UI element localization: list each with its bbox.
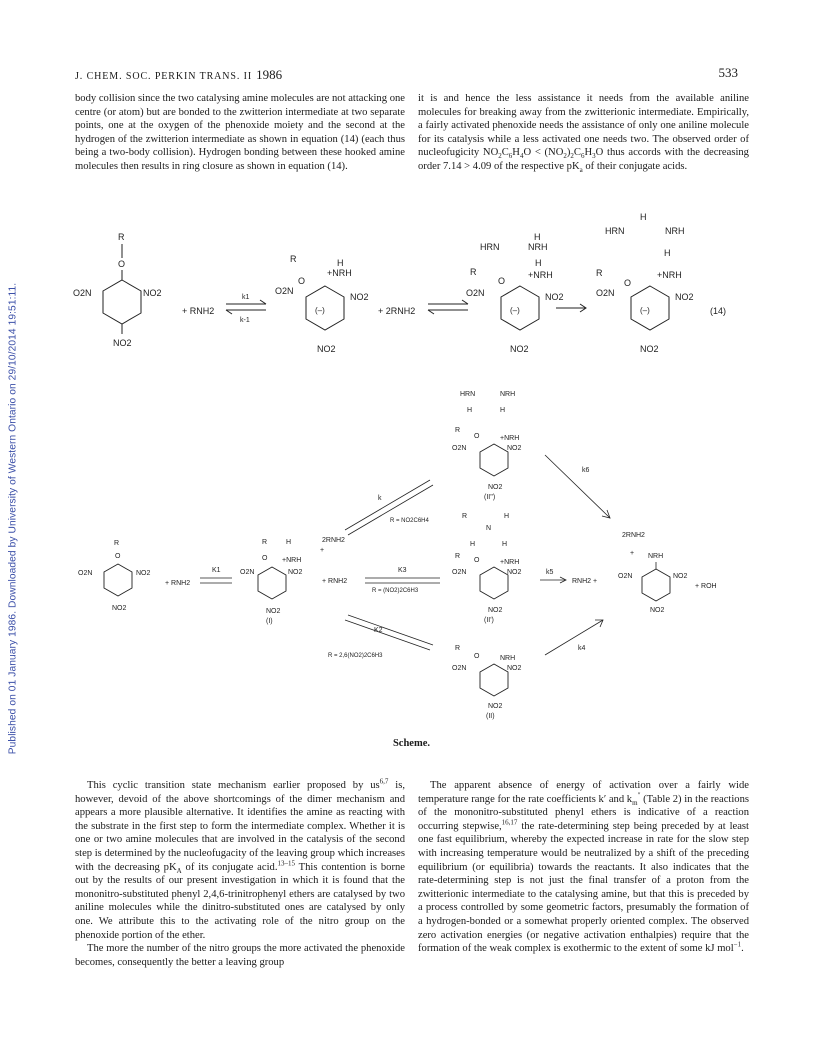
journal-name: J. CHEM. SOC. PERKIN TRANS. II — [75, 71, 253, 82]
label-h: H — [467, 407, 473, 414]
label-o: O — [474, 653, 480, 660]
paragraph: The apparent absence of energy of activation over a fairly wide temperature range for the rate coefficients k′ and $k_m''$ (Table 2) in the reactions of the mononitro-substituted phenyl ethers is indicative of a reaction occurring stepwise,$^{16,17}$ the rate-determining step being preceded by at least one fast equilibrium, whereby the expected increase in rate for the slow step with increasing temperature would be neutralized by a shift of the preceding equilibrium (or equilibria) towards the reactants. It also indicates that the rate-determining step is not just the final transfer of a proton from the zwitterionic intermediate to the catalysing amine, but that this is preceded by a process controlled by some geometric factors, presumably the formation of a hydrogen-bonded or a somewhat properly oriented complex. The observed zero activation energies (or negative activation enthalpies) require that the formation of the weak complex is exothermic to the extent of some kJ mol$^{-1}$. — [418, 780, 749, 955]
text-run: . — [741, 943, 744, 955]
label-r: R — [118, 232, 125, 242]
label-no2: NO2 — [507, 665, 522, 672]
label-plus: + — [630, 550, 635, 557]
label-no2: NO2 — [112, 605, 127, 612]
text-run: is, however, devoid of the above shortcomings of the dimer mechanism and appears a more plausible alternative. It identifies the amine as reacting with the substrate in the first step to form the intermediate complex. Whether it is one or two amine molecules that are involved in the catalysis of the second step is determined by the nucleofugacity of the leaving group which increases with the decreasing pK — [75, 780, 405, 873]
label-r: R — [596, 268, 603, 278]
label-nrh: NRH — [648, 553, 664, 560]
svg-text:(–): (–) — [315, 306, 325, 315]
label-no2: NO2 — [350, 292, 369, 302]
label-nrh: +NRH — [327, 268, 352, 278]
text-run: the rate-determining step being preceded by at least one fast equilibrium, whereby the expected increase in rate for the slow step with increasing temperature would be neutralized by a shift of the preceding equilibrium (or equilibria) towards the reactants. It also indicates that the rate-determining step is not just the final transfer of a proton from the zwitterionic intermediate to the catalysing amine, but that this is preceded by a process controlled by some geometric factors, presumably the formation of a hydrogen-bonded or a somewhat properly oriented complex. The observed zero activation energies (or negative activation enthalpies) require that the formation of the weak complex is exothermic to the extent of some kJ mol — [418, 820, 749, 955]
label-k2: K2 — [374, 627, 383, 634]
label-r: R — [114, 540, 120, 547]
label-nrh: +NRH — [528, 270, 553, 280]
svg-text:(–): (–) — [640, 306, 650, 315]
bottom-left-column — [75, 779, 405, 969]
label-compound-ii1: (II') — [484, 617, 494, 624]
label-hrn: HRN — [480, 242, 500, 252]
label-reagent: + 2RNH2 — [378, 306, 416, 316]
label-o: O — [498, 276, 506, 286]
label-nrh: NRH — [500, 655, 516, 662]
label-h: H — [504, 513, 510, 520]
label-reagent: 2RNH2 — [622, 532, 645, 539]
label-o2n: O2N — [78, 570, 93, 577]
text-run: This cyclic transition state mechanism earlier proposed by us — [87, 780, 380, 791]
label-nrh: +NRH — [657, 270, 682, 280]
label-compound-ii2: (II'') — [484, 494, 496, 501]
label-o2n: O2N — [466, 288, 485, 298]
label-h: H — [535, 258, 542, 268]
page-number: 533 — [718, 65, 738, 80]
top-left-column — [75, 92, 405, 174]
label-k4: k4 — [578, 645, 586, 652]
label-r: R — [290, 254, 297, 264]
label-nrh: NRH — [528, 242, 548, 252]
label-o2n: O2N — [452, 569, 467, 576]
label-o: O — [298, 276, 306, 286]
label-k1: K1 — [212, 567, 221, 574]
label-h: H — [470, 541, 476, 548]
label-no2: NO2 — [288, 569, 303, 576]
label-nrh: +NRH — [282, 557, 302, 564]
label-r: R — [455, 427, 461, 434]
text-run: it is and hence the less assistance it needs from the available aniline molecules for breaking away from the zwitterionic intermediate. Empirically, a fairly activated phenoxide needs the assistance of only one aniline molecule for its catalysis while a less activated one needs two. The observed order of nucleofugicity NO — [418, 93, 749, 159]
reaction-scheme — [78, 391, 717, 720]
label-reagent: + RNH2 — [165, 580, 191, 587]
text-run: thus accords with the decreasing order 7.14 > 4.09 of the respective pK — [418, 147, 749, 172]
label-plus: + — [320, 547, 325, 554]
label-k3: K3 — [398, 567, 407, 574]
label-o2n: O2N — [275, 286, 294, 296]
label-r: R — [262, 539, 268, 546]
label-k: k — [378, 495, 382, 502]
label-o2n: O2N — [596, 288, 615, 298]
label-no2: NO2 — [673, 573, 688, 580]
label-product: + ROH — [695, 583, 717, 590]
label-no2: NO2 — [650, 607, 665, 614]
text-run: of their conjugate acids. — [582, 160, 688, 172]
paragraph: body collision since the two catalysing amine molecules are not attacking one centre (or atom) but are bonded to the zwitterion intermediate at two separate points, one at the oxygen of the phenoxide moiety and the second at the hydrogen of the zwitterion intermediate as shown in equation (14) (each thus being a two-body collision). Hydrogen bonding between these hooked amine molecules then results in ring closure as shown in equation (14). — [75, 93, 405, 172]
label-reagent: RNH2 + — [572, 578, 598, 585]
label-compound-i: (I) — [266, 618, 273, 625]
label-hrn: HRN — [460, 391, 476, 398]
label-no2: NO2 — [510, 344, 529, 354]
label-no2: NO2 — [507, 569, 522, 576]
label-r: R — [455, 645, 461, 652]
label-reagent: + RNH2 — [182, 306, 215, 316]
label-nrh: +NRH — [500, 435, 520, 442]
label-no2: NO2 — [488, 703, 503, 710]
label-no2: NO2 — [640, 344, 659, 354]
label-r: R — [455, 553, 461, 560]
paragraph: This cyclic transition state mechanism earlier proposed by us$^{6,7}$ is, however, devoid of the above shortcomings of the dimer mechanism and appears a more plausible alternative. It identifies the amine as reacting with the substrate in the first step to form the intermediate complex. Whether it is one or two amine molecules that are involved in the catalysis of the second step is determined by the nucleofugacity of the leaving group which increases with the decreasing $pK_A$ of its conjugate acid.$^{13-15}$ This contention is borne out by the results of our present investigation in which it is found that the mononitro-substituted phenyl 2,4,6-trinitrophenyl ethers are catalysed by two aniline molecules while the dinitro-substituted ones are catalysed by only one. We attribute this to the activating role of the nitro group on the phenoxide portion of the ether. — [75, 777, 405, 941]
text-run: The apparent absence of energy of activation over a fairly wide temperature range for the rate coefficients k′ and k — [418, 780, 749, 805]
label-no2: NO2 — [488, 607, 503, 614]
text-run: This contention is borne out by the results of our present investigation in which it is found that the mononitro-substituted phenyl 2,4,6-trinitrophenyl ethers are catalysed by two aniline molecules while the dinitro-substituted ones are catalysed by only one. We attribute this to the activating role of the nitro group on the phenoxide portion of the ether. — [75, 861, 405, 941]
citation: 6,7 — [379, 777, 389, 786]
label-no2: NO2 — [675, 292, 694, 302]
label-nrh: NRH — [665, 226, 685, 236]
label-o: O — [118, 259, 126, 269]
bottom-right-column — [418, 779, 749, 956]
equation-number: (14) — [710, 306, 727, 316]
watermark-text: Published on 01 January 1986. Downloaded by University of Western Ontario on 29/10/2014 19:51:11. — [7, 282, 19, 755]
label-reagent: + RNH2 — [322, 578, 348, 585]
text-run: of its conjugate acid. — [181, 861, 278, 873]
scheme-caption: Scheme. — [392, 738, 431, 749]
label-o: O — [474, 557, 480, 564]
label-nrh: NRH — [500, 391, 516, 398]
paragraph: it is and hence the less assistance it needs from the available aniline molecules for breaking away from the zwitterionic intermediate. Empirically, a fairly activated phenoxide needs the assistance of only one aniline molecule for its catalysis while a less activated one needs two. The observed order of nucleofugicity $NO_2C_6H_4O < (NO_2)_2C_6H_3O$ thus accords with the decreasing order 7.14 > 4.09 of the respective $pK_a$ of their conjugate acids. — [418, 93, 749, 175]
label-o2n: O2N — [240, 569, 255, 576]
label-o: O — [115, 553, 121, 560]
label-no2: NO2 — [317, 344, 336, 354]
citation: 16,17 — [501, 818, 518, 827]
label-condition: R = (NO2)2C6H3 — [372, 588, 419, 594]
label-no2: NO2 — [545, 292, 564, 302]
label-hrn: HRN — [605, 226, 625, 236]
label-h: H — [664, 248, 671, 258]
label-r: R — [462, 513, 468, 520]
label-reagent: 2RNH2 — [322, 537, 345, 544]
top-right-column — [418, 92, 749, 174]
label-r: R — [470, 267, 477, 277]
label-h: H — [534, 232, 541, 242]
label-o: O — [474, 433, 480, 440]
label-compound-ii: (II) — [486, 713, 495, 720]
label-no2: NO2 — [113, 338, 132, 348]
label-o2n: O2N — [73, 288, 92, 298]
label-n: N — [486, 525, 492, 532]
reaction-scheme-figure — [0, 200, 823, 735]
label-h: H — [500, 407, 506, 414]
journal-year: 1986 — [256, 67, 283, 82]
label-h: H — [640, 212, 647, 222]
label-o: O — [624, 278, 632, 288]
label-o2n: O2N — [452, 445, 467, 452]
label-no2: NO2 — [136, 570, 151, 577]
label-k1: k1 — [242, 294, 250, 301]
paragraph: The more the number of the nitro groups the more activated the phenoxide becomes, consequently the better a leaving group — [75, 943, 405, 968]
label-h: H — [286, 539, 292, 546]
equation-14 — [73, 212, 726, 354]
label-k-1: k-1 — [240, 317, 250, 324]
label-no2: NO2 — [488, 484, 503, 491]
svg-text:(–): (–) — [510, 306, 520, 315]
label-o2n: O2N — [452, 665, 467, 672]
label-h: H — [502, 541, 508, 548]
label-h: H — [337, 258, 344, 268]
label-k5: k5 — [546, 569, 554, 576]
label-o: O — [262, 555, 268, 562]
citation: 13–15 — [277, 859, 295, 868]
running-header — [75, 67, 282, 83]
text-run: (Table 2) in the reactions of the mononitro-substituted phenyl ethers is indicative of a reaction occurring stepwise, — [418, 793, 749, 832]
label-k6: k6 — [582, 467, 590, 474]
label-condition: R = NO2C6H4 — [390, 518, 429, 524]
label-condition: R = 2,6(NO2)2C6H3 — [328, 653, 383, 659]
label-no2: NO2 — [143, 288, 162, 298]
label-no2: NO2 — [507, 445, 522, 452]
label-o2n: O2N — [618, 573, 633, 580]
label-no2: NO2 — [266, 608, 281, 615]
label-nrh: +NRH — [500, 559, 520, 566]
